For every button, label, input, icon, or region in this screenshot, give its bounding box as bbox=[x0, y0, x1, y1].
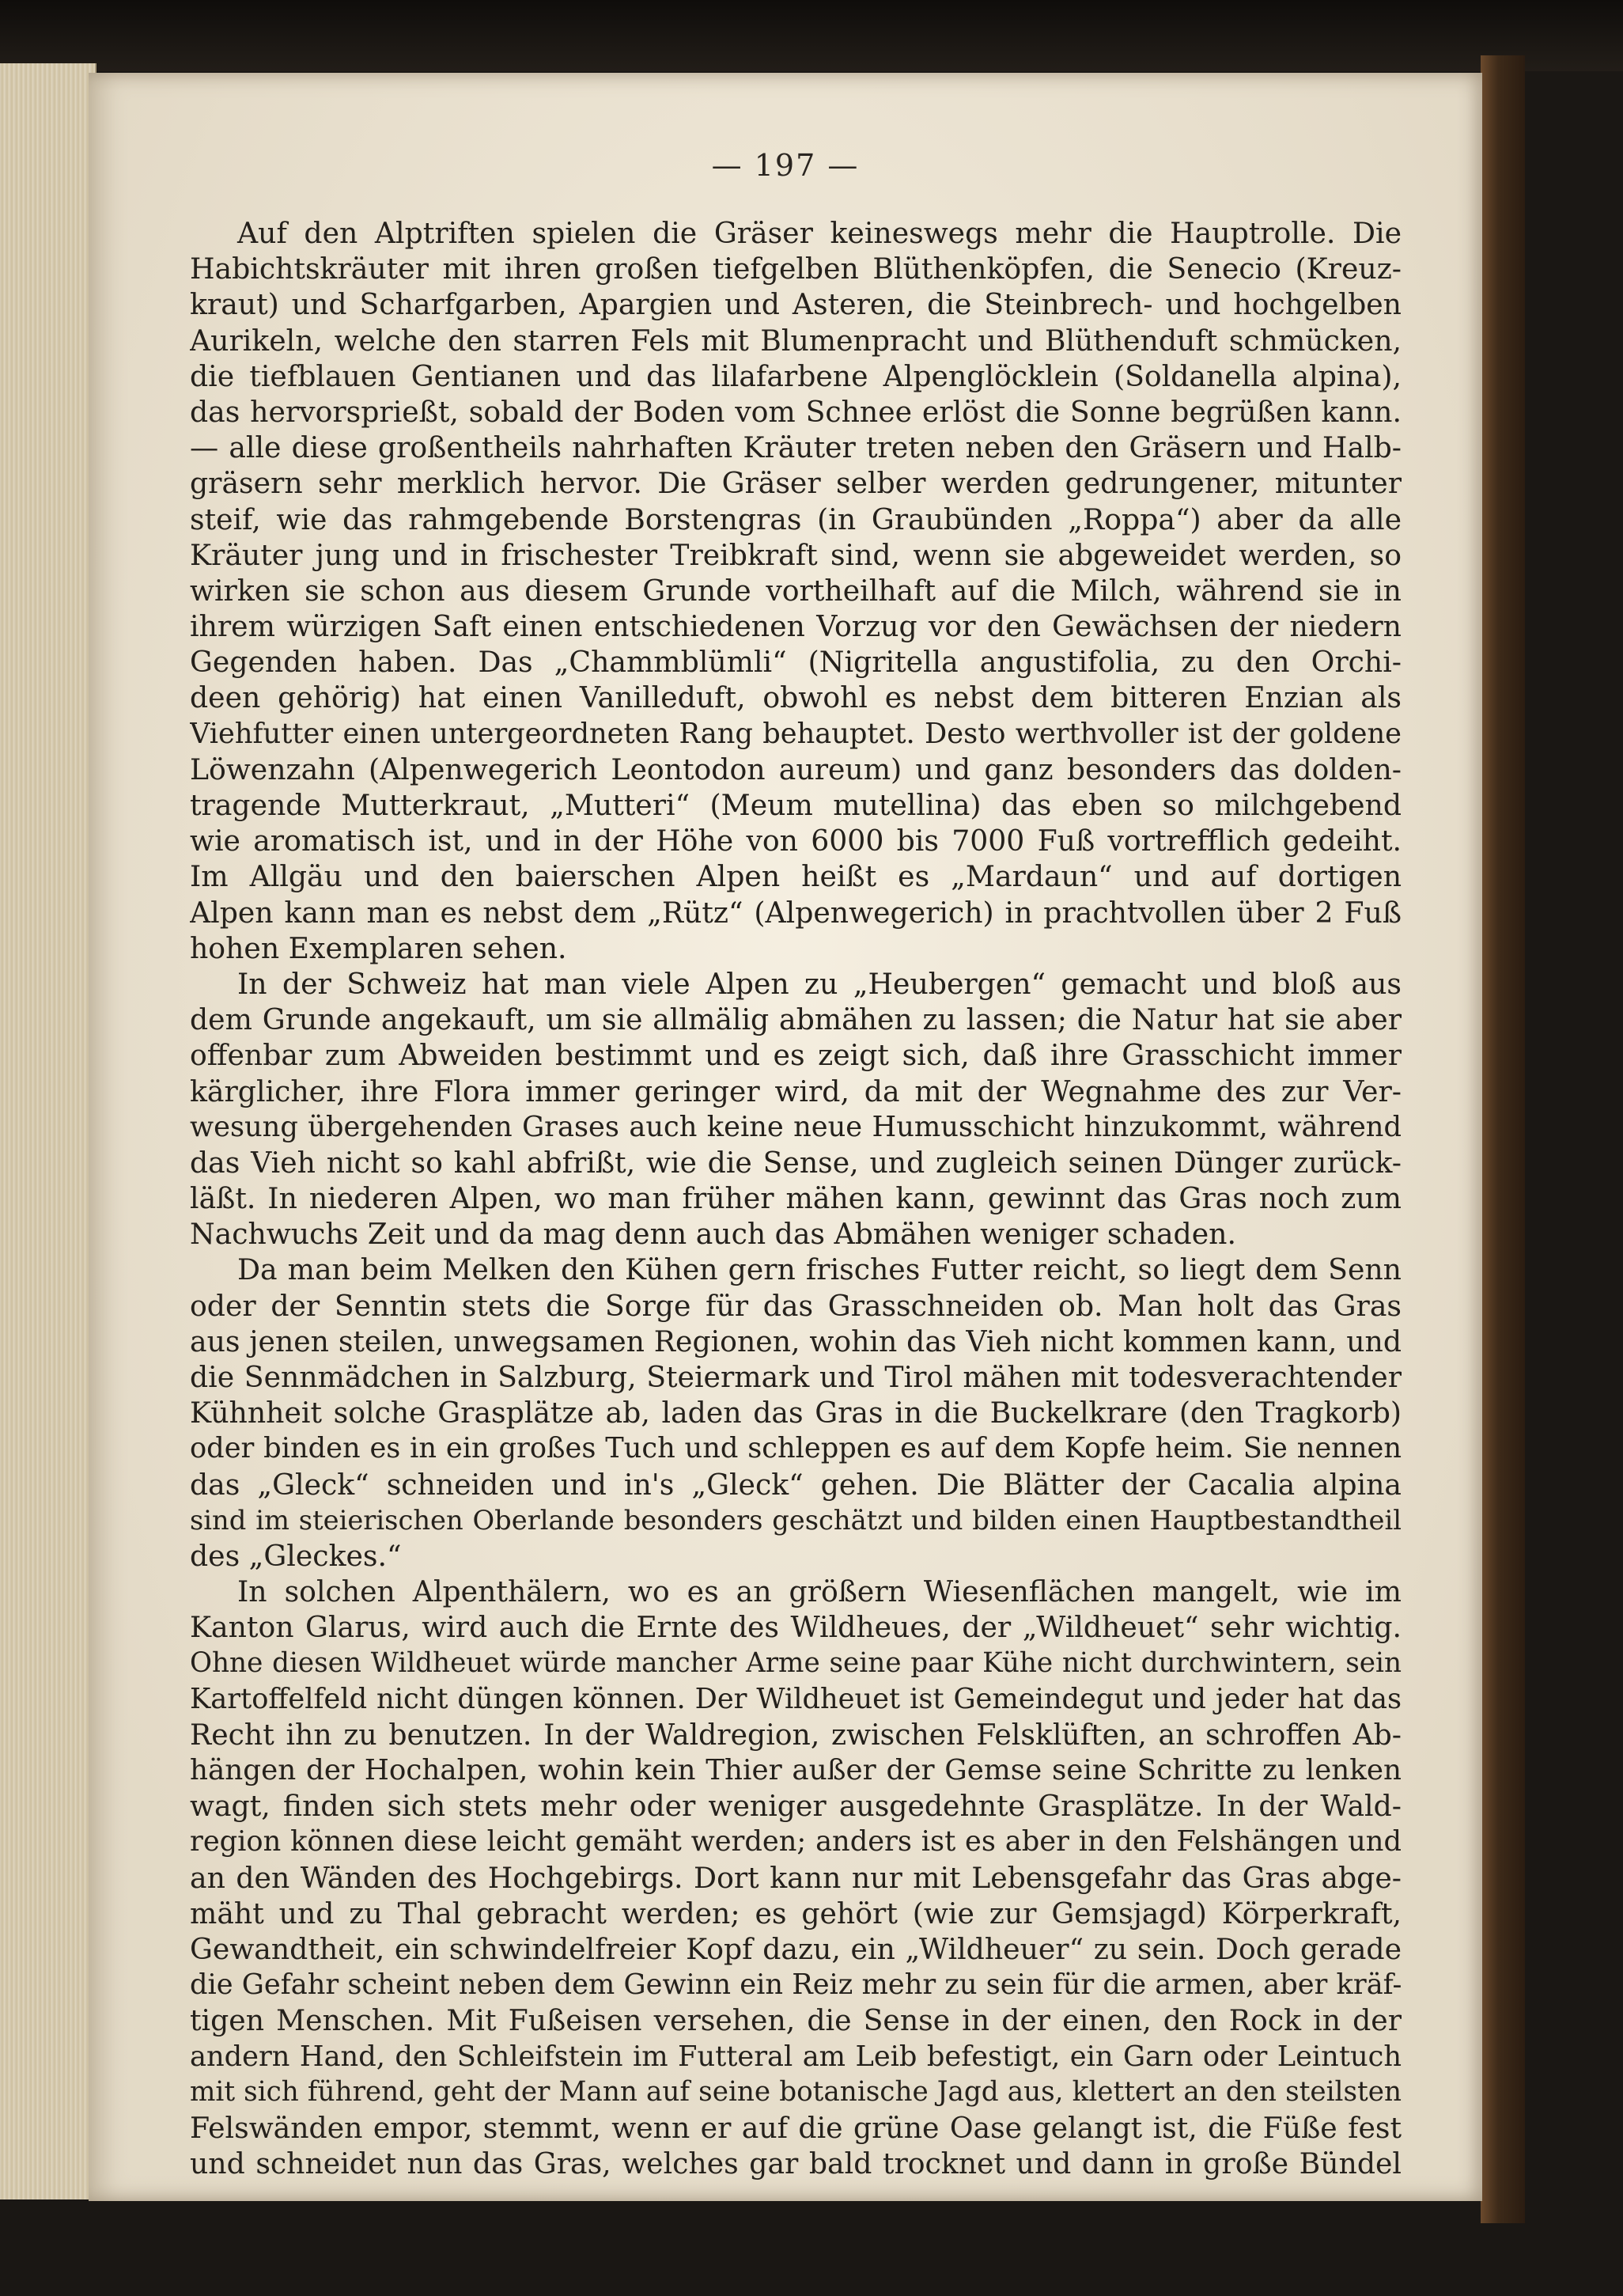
text-line: das „Gleck“ schneiden und in's „Gleck“ gehen. Die Blätter der Cacalia alpina bbox=[190, 1467, 1402, 1502]
text-line: wie aromatisch ist, und in der Höhe von 6000 bis 7000 Fuß vortrefflich gedeiht. bbox=[190, 824, 1402, 858]
text-line: — alle diese großentheils nahrhaften Kräuter treten neben den Gräsern und Halb- bbox=[190, 430, 1402, 465]
text-line: Recht ihn zu benutzen. In der Waldregion, zwischen Felsklüften, an schroffen Ab- bbox=[190, 1717, 1402, 1752]
text-line: Da man beim Melken den Kühen gern frisches Futter reicht, so liegt dem Senn bbox=[237, 1252, 1402, 1287]
text-line: Aurikeln, welche den starren Fels mit Blumenpracht und Blüthenduft schmücken, bbox=[190, 323, 1402, 358]
text-line: Habichtskräuter mit ihren großen tiefgelben Blüthenköpfen, die Senecio (Kreuz- bbox=[190, 252, 1402, 286]
text-line: steif, wie das rahmgebende Borstengras (in Graubünden „Roppa“) aber da alle bbox=[190, 502, 1402, 536]
text-line: hängen der Hochalpen, wohin kein Thier außer der Gemse seine Schritte zu lenken bbox=[190, 1754, 1402, 1787]
text-line: ihrem würzigen Saft einen entschiedenen Vorzug vor den Gewächsen der niedern bbox=[190, 609, 1402, 644]
text-line: wirken sie schon aus diesem Grunde vortheilhaft auf die Milch, während sie in bbox=[190, 573, 1402, 608]
text-line: tigen Menschen. Mit Fußeisen versehen, die Sense in der einen, den Rock in der bbox=[190, 2003, 1402, 2038]
text-line: offenbar zum Abweiden bestimmt und es zeigt sich, daß ihre Grasschicht immer bbox=[190, 1038, 1402, 1073]
text-line: Alpen kann man es nebst dem „Rütz“ (Alpenwegerich) in prachtvollen über 2 Fuß bbox=[190, 895, 1402, 930]
text-line: das Vieh nicht so kahl abfrißt, wie die Sense, und zugleich seinen Dünger zurück- bbox=[190, 1145, 1402, 1180]
text-line: Kanton Glarus, wird auch die Ernte des Wildheues, der „Wildheuet“ sehr wichtig. bbox=[190, 1610, 1402, 1645]
text-line: mit sich führend, geht der Mann auf seine botanische Jagd aus, klettert an den steilsten bbox=[190, 2075, 1402, 2108]
text-line: an den Wänden des Hochgebirgs. Dort kann nur mit Lebensgefahr das Gras abge- bbox=[190, 1860, 1402, 1895]
text-line: des „Gleckes.“ bbox=[190, 1538, 402, 1573]
text-line: Gegenden haben. Das „Chammblümli“ (Nigritella angustifolia, zu den Orchi- bbox=[190, 645, 1402, 680]
text-line: aus jenen steilen, unwegsamen Regionen, wohin das Vieh nicht kommen kann, und bbox=[190, 1324, 1402, 1358]
text-line: wesung übergehenden Grases auch keine neue Humusschicht hinzukommt, während bbox=[190, 1110, 1402, 1143]
text-line: hohen Exemplaren sehen. bbox=[190, 930, 567, 965]
body-text bbox=[190, 215, 1402, 2181]
text-line: sind im steierischen Oberlande besonders geschätzt und bilden einen Hauptbestandtheil bbox=[190, 1504, 1402, 1536]
text-line: mäht und zu Thal gebracht werden; es gehört (wie zur Gemsjagd) Körperkraft, bbox=[190, 1896, 1402, 1930]
text-line: kraut) und Scharfgarben, Apargien und Asteren, die Steinbrech- und hochgelben bbox=[190, 287, 1402, 322]
text-line: Kühnheit solche Grasplätze ab, laden das Gras in die Buckelkrare (den Tragkorb) bbox=[190, 1396, 1402, 1430]
text-line: andern Hand, den Schleifstein im Futteral am Leib befestigt, ein Garn oder Leintuch bbox=[190, 2040, 1402, 2073]
text-line: gräsern sehr merklich hervor. Die Gräser selber werden gedrungener, mitunter bbox=[190, 466, 1402, 501]
text-line: kärglicher, ihre Flora immer geringer wird, da mit der Wegnahme des zur Ver- bbox=[190, 1074, 1402, 1108]
text-line: Felswänden empor, stemmt, wenn er auf die grüne Oase gelangt ist, die Füße fest bbox=[190, 2110, 1402, 2145]
text-line: Nachwuchs Zeit und da mag denn auch das Abmähen weniger schaden. bbox=[190, 1217, 1236, 1252]
text-line: und schneidet nun das Gras, welches gar bald trocknet und dann in große Bündel bbox=[190, 2146, 1402, 2181]
text-line: deen gehörig) hat einen Vanilleduft, obwohl es nebst dem bitteren Enzian als bbox=[190, 680, 1402, 715]
text-line: Im Allgäu und den baierschen Alpen heißt es „Mardaun“ und auf dortigen bbox=[190, 859, 1402, 894]
text-line: Kartoffelfeld nicht düngen können. Der Wildheuet ist Gemeindegut und jeder hat das bbox=[190, 1682, 1402, 1715]
text-line: das hervorsprießt, sobald der Boden vom Schnee erlöst die Sonne begrüßen kann. bbox=[190, 394, 1402, 429]
page-edges-left bbox=[0, 63, 96, 2199]
text-line: tragende Mutterkraut, „Mutteri“ (Meum mutellina) das eben so milchgebend bbox=[190, 788, 1402, 822]
text-line: Kräuter jung und in frischester Treibkraft sind, wenn sie abgeweidet werden, so bbox=[190, 537, 1402, 572]
text-line: die Sennmädchen in Salzburg, Steiermark und Tirol mähen mit todesverachtender bbox=[190, 1360, 1402, 1394]
text-line: läßt. In niederen Alpen, wo man früher mähen kann, gewinnt das Gras noch zum bbox=[190, 1181, 1402, 1216]
book-page bbox=[89, 73, 1482, 2201]
page-number: — 197 — bbox=[711, 148, 860, 183]
text-line: die tiefblauen Gentianen und das lilafarbene Alpenglöcklein (Soldanella alpina), bbox=[190, 358, 1402, 393]
text-line: Ohne diesen Wildheuet würde mancher Arme seine paar Kühe nicht durchwintern, sein bbox=[190, 1646, 1402, 1679]
text-line: dem Grunde angekauft, um sie allmälig abmähen zu lassen; die Natur hat sie aber bbox=[190, 1002, 1402, 1037]
text-line: Gewandtheit, ein schwindelfreier Kopf dazu, ein „Wildheuer“ zu sein. Doch gerade bbox=[190, 1932, 1402, 1966]
text-line: die Gefahr scheint neben dem Gewinn ein Reiz mehr zu sein für die armen, aber kräf- bbox=[190, 1968, 1402, 2002]
text-line: Viehfutter einen untergeordneten Rang behauptet. Desto werthvoller ist der goldene bbox=[190, 717, 1402, 750]
text-line: wagt, finden sich stets mehr oder weniger ausgedehnte Grasplätze. In der Wald- bbox=[190, 1789, 1402, 1824]
text-line: oder der Senntin stets die Sorge für das Grasschneiden ob. Man holt das Gras bbox=[190, 1288, 1402, 1323]
text-line: Löwenzahn (Alpenwegerich Leontodon aureum) und ganz besonders das dolden- bbox=[190, 752, 1402, 786]
book-cover-edge bbox=[1481, 55, 1525, 2223]
backdrop bbox=[0, 0, 1623, 71]
text-line: Auf den Alptriften spielen die Gräser keineswegs mehr die Hauptrolle. Die bbox=[237, 216, 1402, 250]
text-line: region können diese leicht gemäht werden; anders ist es aber in den Felshängen und bbox=[190, 1825, 1402, 1858]
text-line: In solchen Alpenthälern, wo es an größern Wiesenflächen mangelt, wie im bbox=[237, 1574, 1402, 1609]
text-line: oder binden es in ein großes Tuch und schleppen es auf dem Kopfe heim. Sie nennen bbox=[190, 1432, 1402, 1465]
text-line: In der Schweiz hat man viele Alpen zu „Heubergen“ gemacht und bloß aus bbox=[237, 966, 1402, 1001]
